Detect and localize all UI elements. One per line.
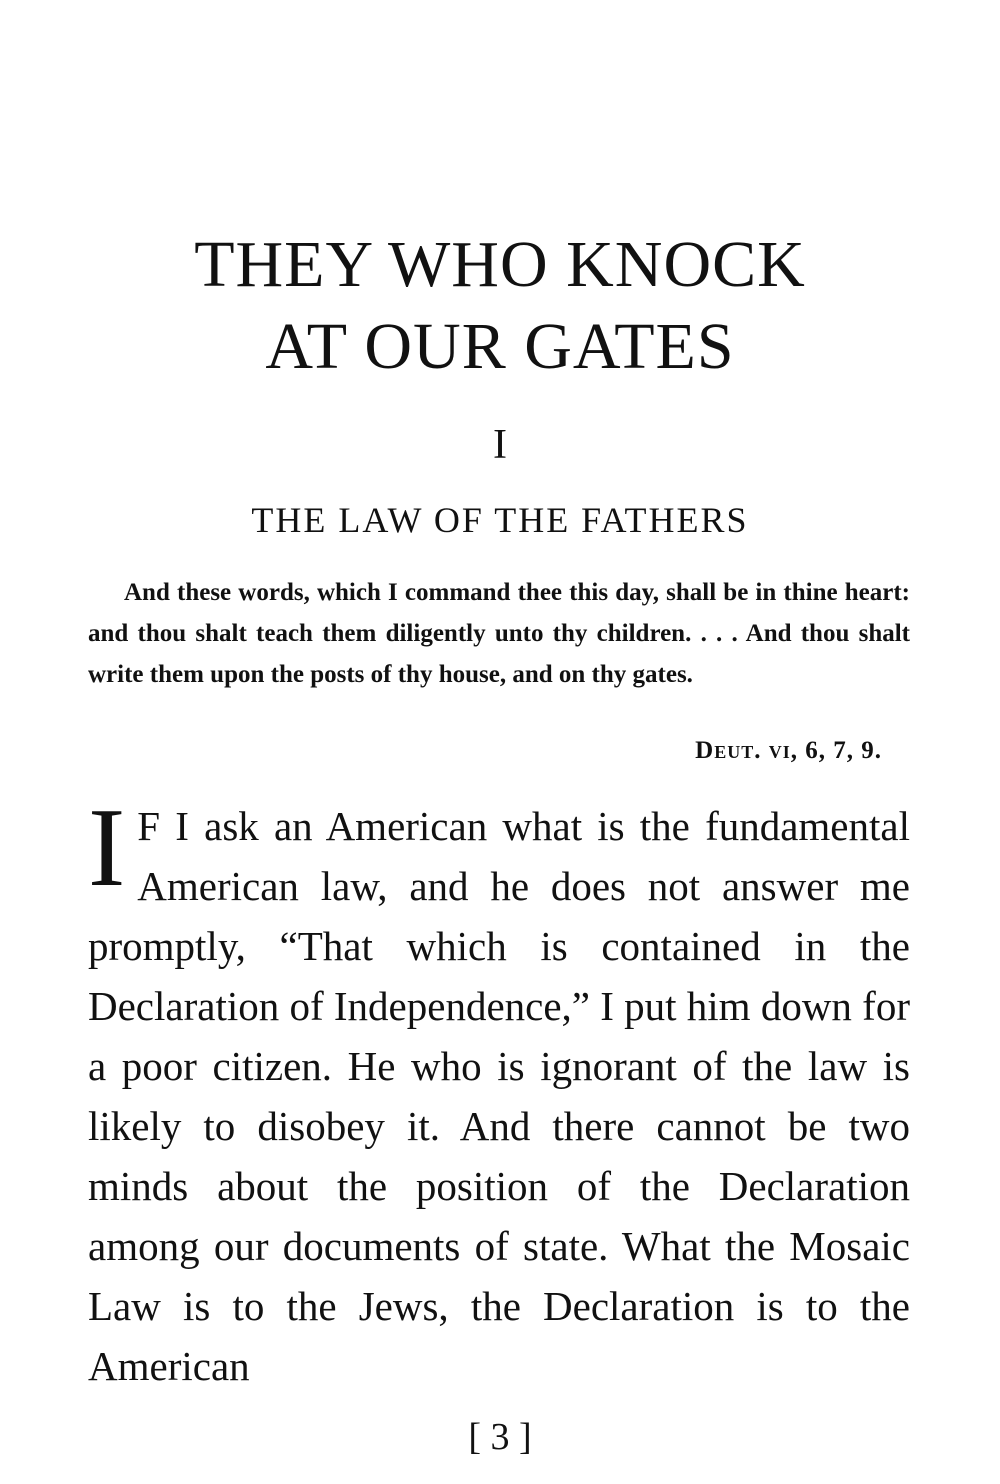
epigraph-citation — [695, 738, 882, 763]
body-paragraph — [88, 786, 910, 1396]
chapter-number: I — [493, 422, 507, 468]
chapter-title: THE LAW OF THE FATHERS — [251, 500, 749, 540]
epigraph-quote: And these words, which I command thee this day, shall be in thine heart: and thou shalt teach them diligently unto thy children. . . . And thou shalt write them upon the posts of thy house, and on thy gates. — [88, 579, 910, 688]
citation-text: Deut. vi, 6, 7, 9. — [695, 737, 882, 764]
book-title-line-2: AT OUR GATES — [265, 310, 735, 383]
body-text: F I ask an American what is the fundamental American law, and he does not answer me promptly, “That which is contained in the Declaration of Independence,” I put him down for a poor citizen. He who is ignorant of the law is likely to disobey it. And there cannot be two minds about the position of the Declaration among our documents of state. What the Mosaic Law is to the Jews, the Declaration is to the American — [88, 803, 910, 1389]
drop-cap: I — [88, 786, 126, 910]
page-number: [ 3 ] — [468, 1416, 532, 1458]
book-title-line-1: THEY WHO KNOCK — [194, 228, 806, 301]
